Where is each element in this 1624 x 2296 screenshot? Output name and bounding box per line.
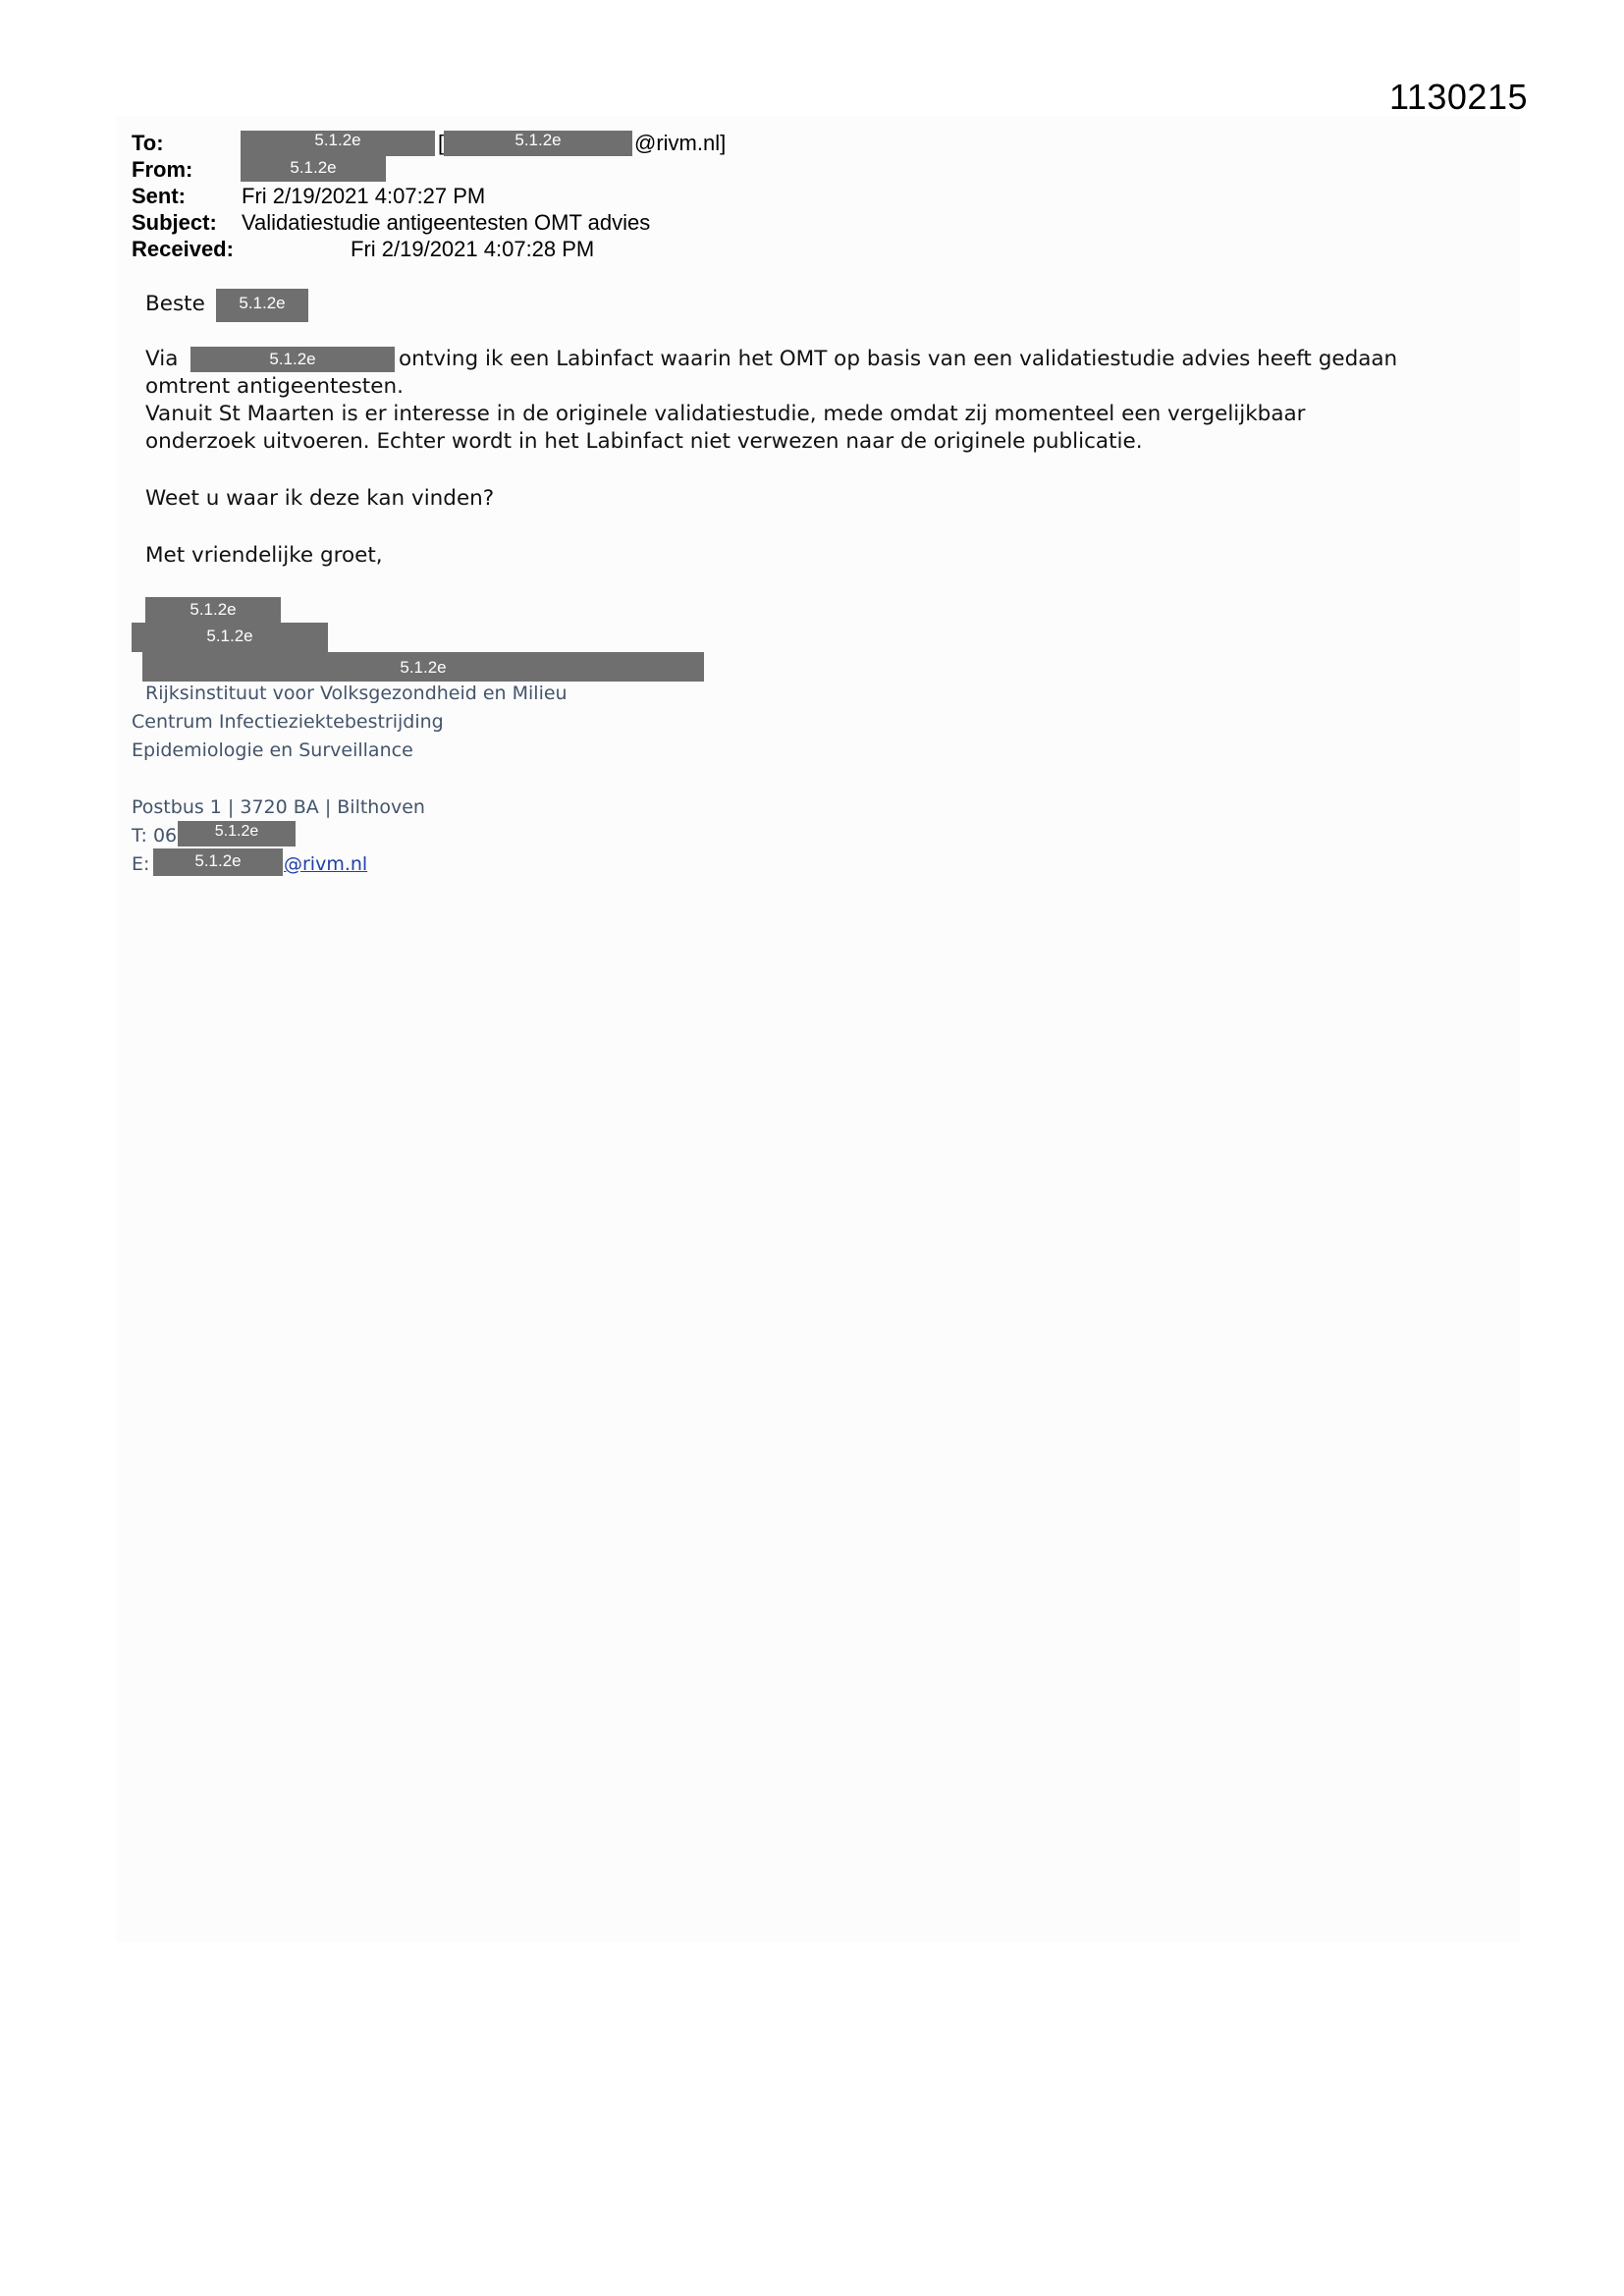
redaction-sig-title: 5.1.2e — [132, 623, 328, 652]
received-value: Fri 2/19/2021 4:07:28 PM — [351, 237, 595, 261]
sig-organization: Rijksinstituut voor Volksgezondheid en Milieu — [145, 683, 568, 704]
question-line: Weet u waar ik deze kan vinden? — [145, 486, 495, 511]
sent-label: Sent: — [132, 184, 186, 208]
redaction-phone: 5.1.2e — [178, 821, 296, 847]
closing-line: Met vriendelijke groet, — [145, 543, 383, 568]
sig-email-prefix: E: — [132, 853, 150, 875]
sent-value: Fri 2/19/2021 4:07:27 PM — [242, 184, 486, 208]
redaction-sig-dept: 5.1.2e — [142, 652, 704, 682]
sig-phone-prefix: T: 06 — [132, 825, 178, 847]
para1-prefix: Via — [145, 347, 179, 371]
redaction-to-email: 5.1.2e — [444, 131, 632, 156]
subject-label: Subject: — [132, 210, 217, 235]
sig-address: Postbus 1 | 3720 BA | Bilthoven — [132, 796, 425, 818]
from-label: From: — [132, 157, 193, 182]
para1-line1: ontving ik een Labinfact waarin het OMT op basis van een validatiestudie advies heeft gedaan — [399, 347, 1398, 371]
para2-line2: onderzoek uitvoeren. Echter wordt in het Labinfact niet verwezen naar de originele publicatie. — [145, 429, 1143, 454]
subject-value: Validatiestudie antigeentesten OMT advies — [242, 210, 651, 235]
para2-line1: Vanuit St Maarten is er interesse in de originele validatiestudie, mede omdat zij momenteel een vergelijkbaar — [145, 402, 1306, 426]
received-label: Received: — [132, 237, 234, 261]
to-email-domain: @rivm.nl] — [634, 131, 727, 155]
greeting: Beste — [145, 292, 205, 316]
redaction-via-name: 5.1.2e — [190, 347, 395, 372]
sig-email-link[interactable]: @rivm.nl — [284, 853, 368, 875]
to-label: To: — [132, 131, 164, 155]
redaction-email: 5.1.2e — [153, 848, 283, 876]
sig-center: Centrum Infectieziektebestrijding — [132, 711, 444, 733]
to-bracket: [ — [438, 131, 445, 155]
redaction-to-name: 5.1.2e — [241, 131, 435, 156]
redaction-sig-name: 5.1.2e — [145, 597, 281, 623]
document-number: 1130215 — [1389, 77, 1528, 117]
para1-line2: omtrent antigeentesten. — [145, 374, 404, 399]
redaction-from: 5.1.2e — [241, 156, 386, 182]
redaction-greeting-name: 5.1.2e — [216, 289, 308, 322]
sig-department: Epidemiologie en Surveillance — [132, 739, 413, 761]
